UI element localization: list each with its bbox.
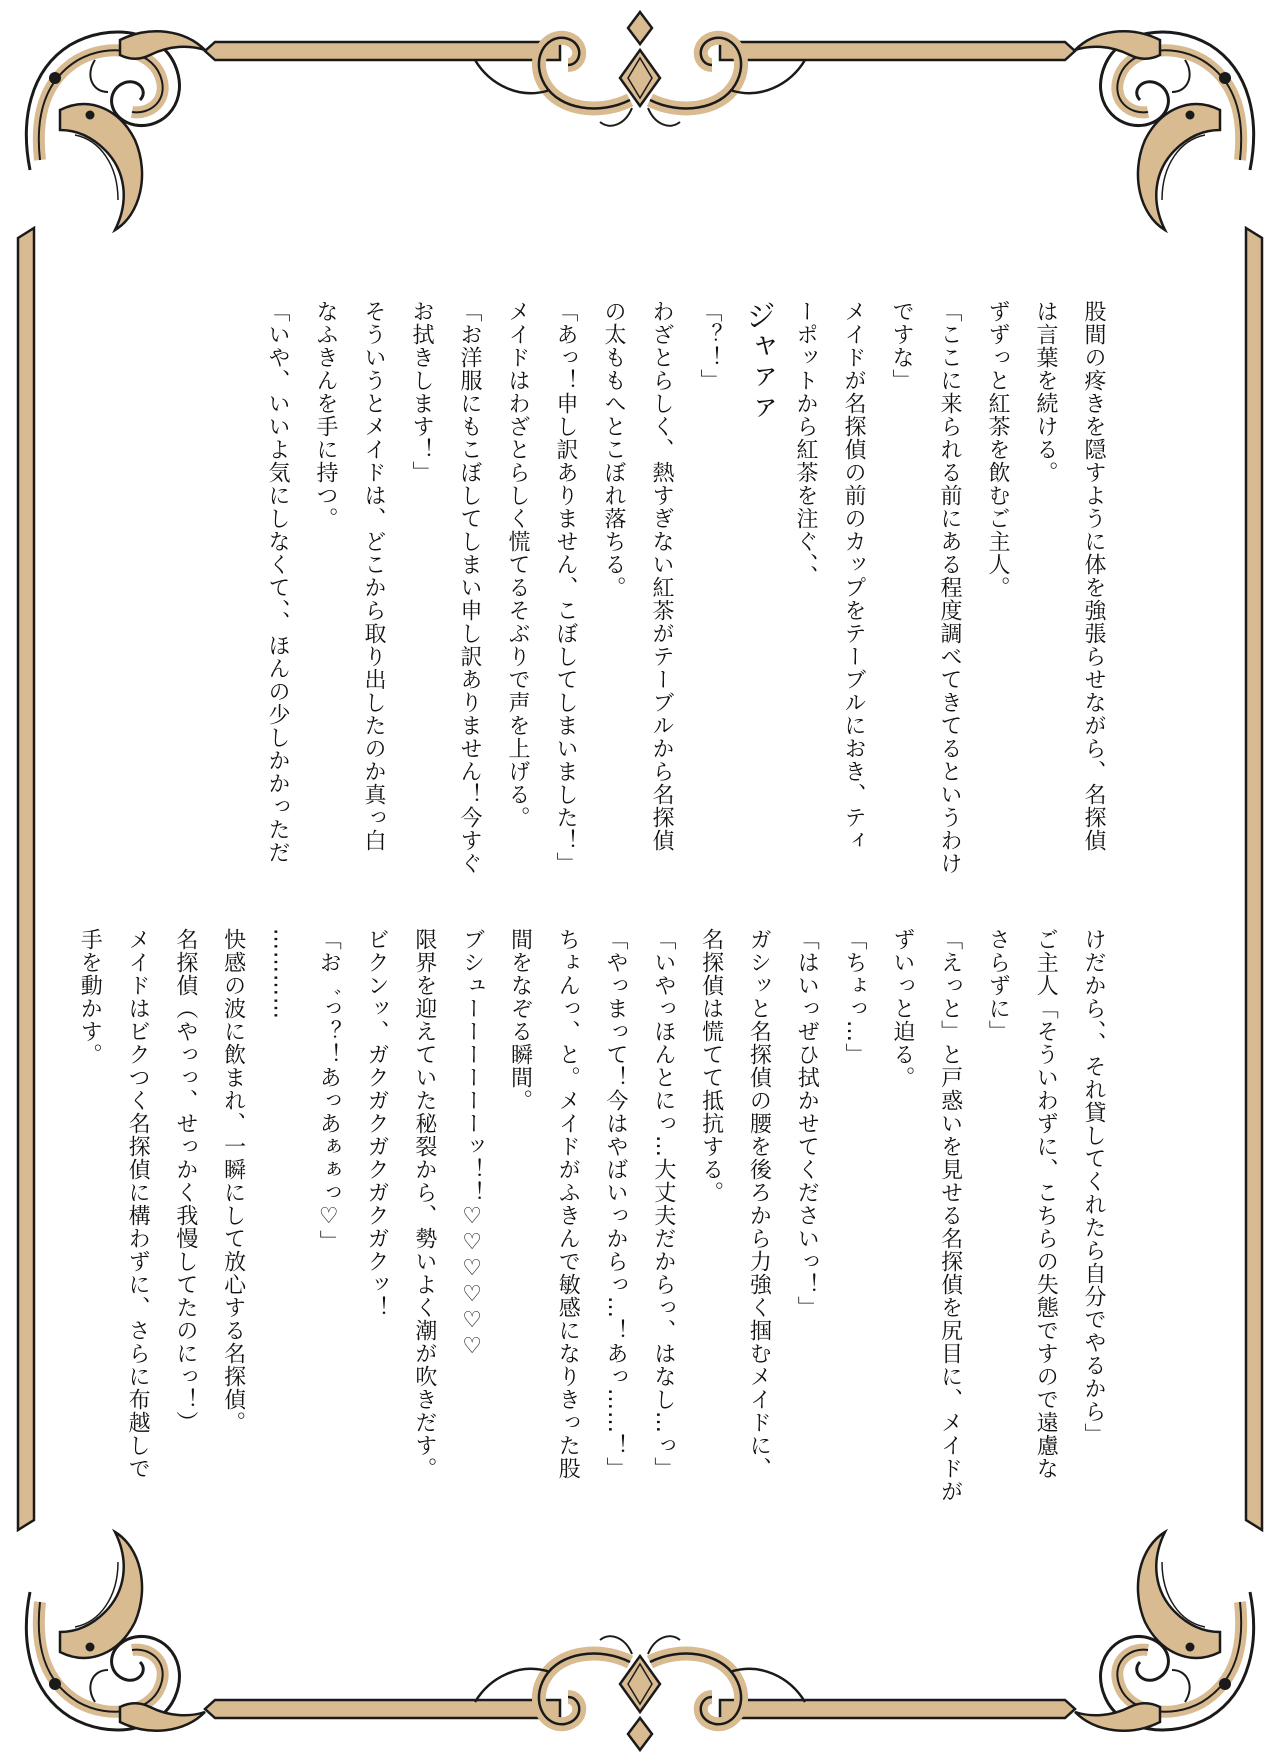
text-line: 「いやっほんとにっ…大丈夫だからっ、はなし…っ」 (650, 928, 676, 1480)
text-line: は言葉を続ける。 (1033, 300, 1058, 484)
text-line: 「ちょっ…」 (842, 928, 868, 1066)
text-line: 股間の疼きを隠すように体を強張らせながら、名探偵 (1081, 300, 1106, 852)
text-line: 名探偵（やっっ、せっかく我慢してたのにっ！） (172, 928, 198, 1434)
text-line: 「やっまって！今はやばいっからっ…！あっ……！」 (603, 928, 629, 1480)
text-line: 間をなぞる瞬間。 (507, 928, 533, 1112)
text-line: メイドはわざとらしく慌てるそぶりで声を上げる。 (505, 300, 530, 829)
text-line: さらずに」 (985, 928, 1011, 1043)
text-line: なふきんを手に持つ。 (313, 300, 338, 530)
text-line: 「ここに来られる前にある程度調べてきてるというわけ (937, 300, 962, 875)
text-line: メイドはビクつく名探偵に構わずに、さらに布越しで (125, 928, 151, 1480)
text-line: ずずっと紅茶を飲むご主人。 (985, 300, 1010, 599)
text-line: 快感の波に飲まれ、一瞬にして放心する名探偵。 (220, 928, 246, 1434)
text-line: ビクンッ、ガクガクガクガクガクッ！ (364, 928, 390, 1319)
text-line: ブシューーーーーーッ！！♡♡♡♡♡♡ (459, 928, 485, 1360)
text-line: けだから、、それ貸してくれたら自分でやるから」 (1081, 928, 1106, 1446)
text-line: ですな」 (889, 300, 914, 392)
text-line: 「あっ！申し訳ありません、こぼしてしまいました！」 (553, 300, 578, 875)
text-line: お拭きします！」 (409, 300, 434, 484)
text-line: ずいっと迫る。 (889, 928, 915, 1089)
text-line: 「はいっぜひ拭かせてくださいっ！」 (794, 928, 820, 1319)
text-line: ちょんっ、と。メイドがふきんで敏感になりきった股 (555, 928, 581, 1480)
text-line: 「？！」 (697, 300, 722, 392)
text-line: 「お゛っ？！あっあぁぁっ♡」 (316, 928, 342, 1253)
text-line: そういうとメイドは、どこから取り出したのか真っ白 (361, 300, 386, 852)
text-line: ーポットから紅茶を注ぐ、、 (793, 300, 818, 588)
text-line: ………… (268, 928, 294, 1020)
text-line: 「えっと」と戸惑いを見せる名探偵を尻目に、メイドが (937, 928, 963, 1503)
text-line: ガシッと名探偵の腰を後ろから力強く掴むメイドに、 (746, 928, 772, 1480)
text-line: の太ももへとこぼれ落ちる。 (601, 300, 626, 599)
text-line: 限界を迎えていた秘裂から、勢いよく潮が吹きだす。 (411, 928, 437, 1480)
text-line: わざとらしく、熱すぎない紅茶がテーブルから名探偵 (649, 300, 674, 852)
text-block-upper (253, 300, 1117, 875)
text-line: ご主人「そういわずに、こちらの失態ですので遠慮な (1033, 928, 1059, 1480)
sound-effect-line: ジャァァ (740, 300, 775, 424)
text-line: 「お洋服にもこぼしてしまい申し訳ありません！今すぐ (457, 300, 482, 875)
text-line: 手を動かす。 (77, 928, 103, 1066)
text-line: 名探偵は慌てて抵抗する。 (698, 928, 724, 1204)
text-line: 「いや、いいよ気にしなくて、、ほんの少しかかっただ (265, 300, 290, 864)
text-block-lower (65, 928, 1117, 1503)
text-line: メイドが名探偵の前のカップをテーブルにおき、ティ (841, 300, 866, 852)
